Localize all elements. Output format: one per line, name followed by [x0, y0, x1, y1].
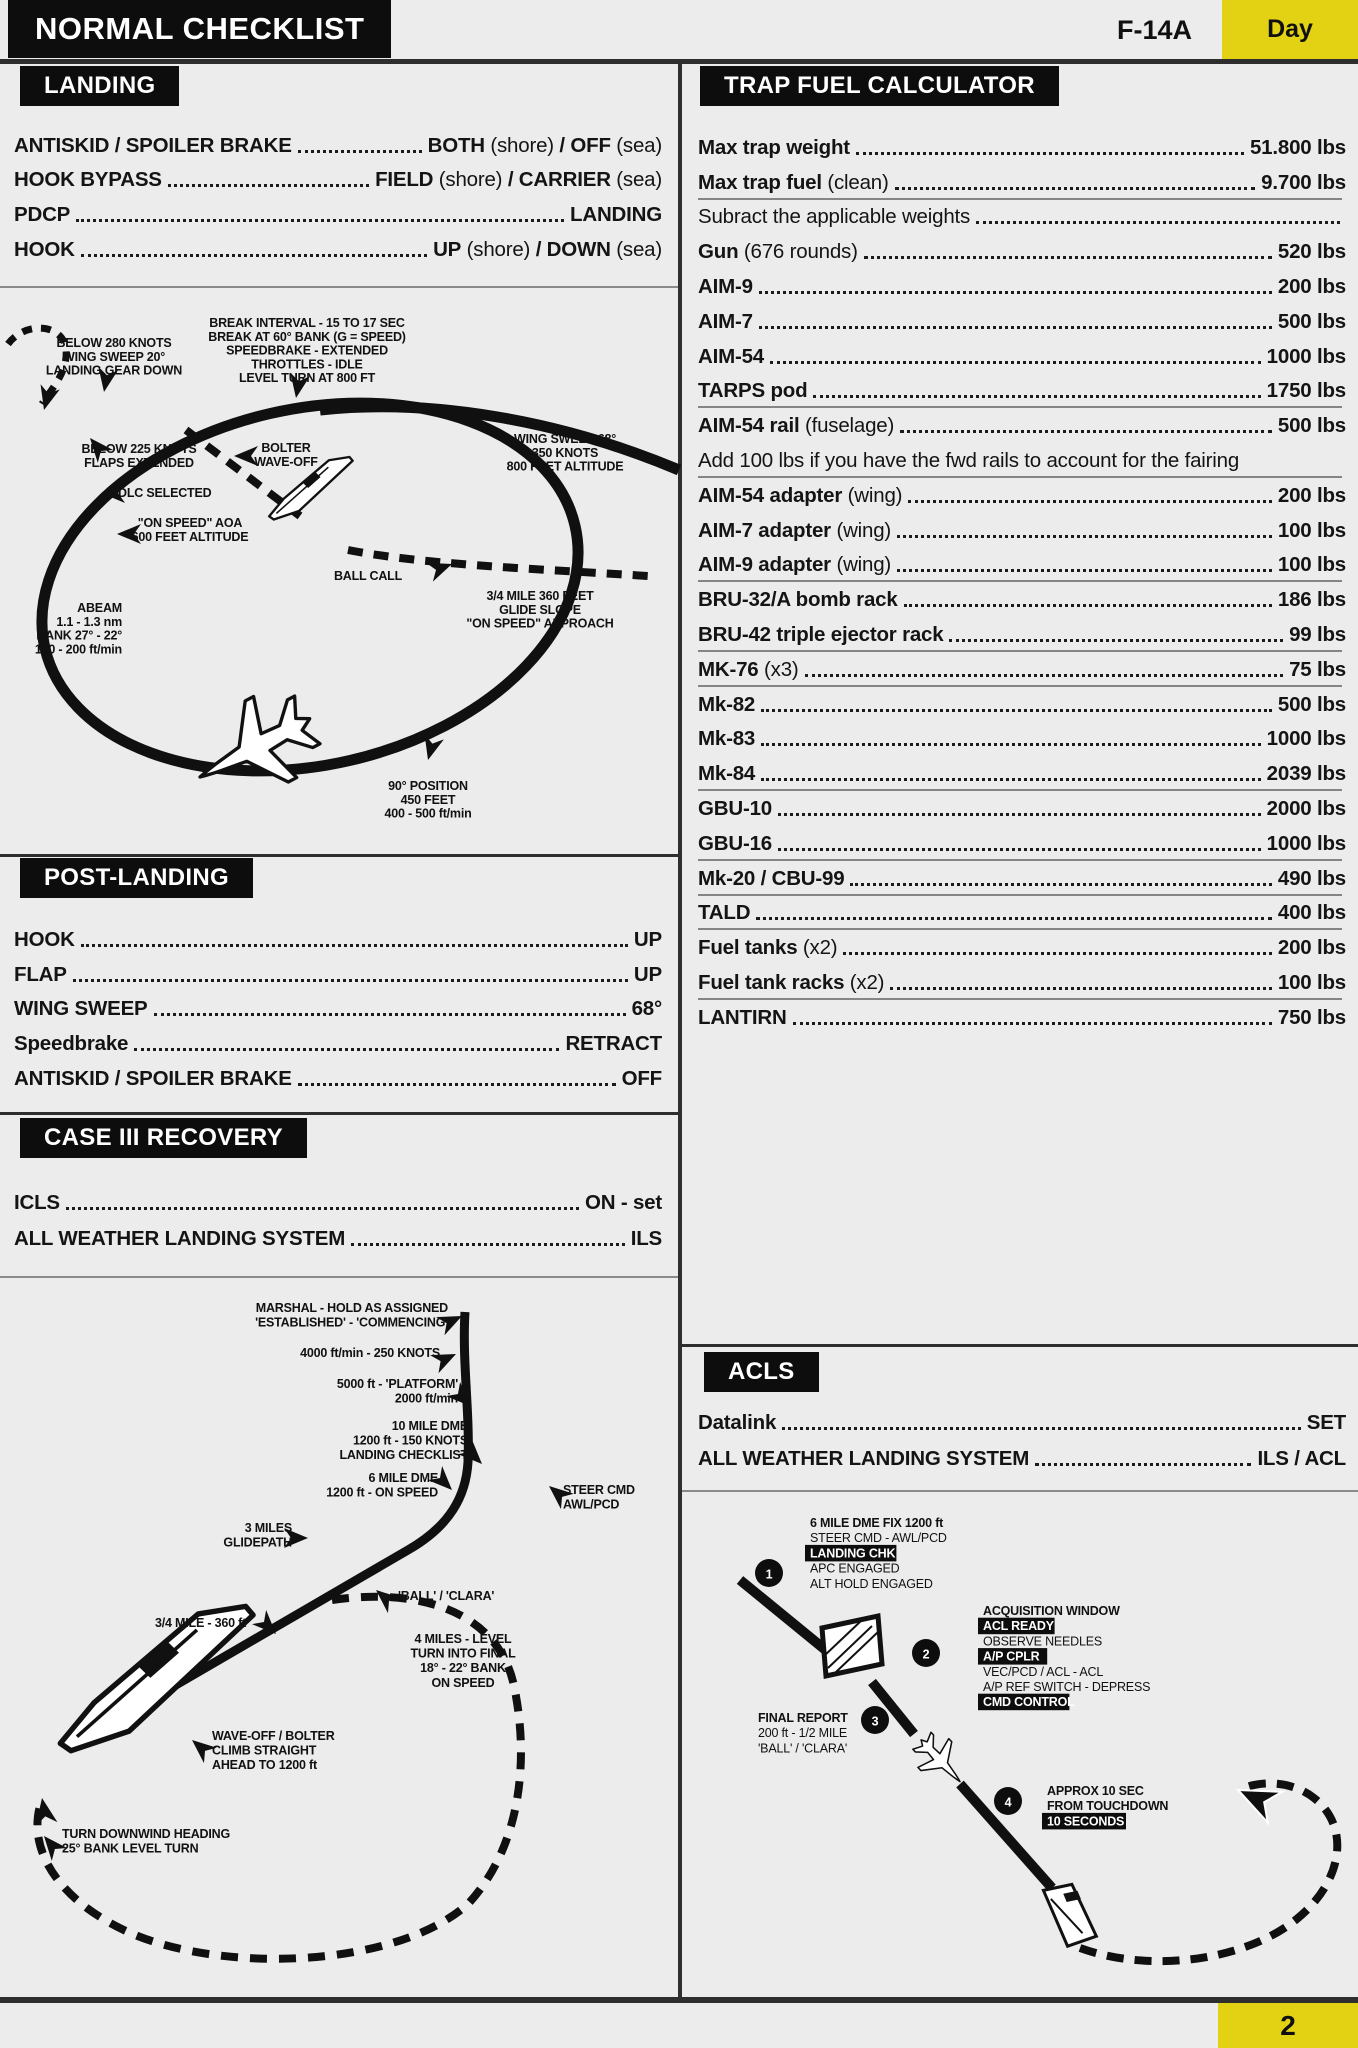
diagram-label: 100 - 200 ft/min [34, 642, 122, 657]
diagram-label: "ON SPEED" APPROACH [466, 616, 614, 631]
diagram-label: OBSERVE NEEDLES [983, 1634, 1103, 1649]
post-landing-checklist [14, 922, 662, 1100]
diagram-label: 800 FEET ALTITUDE [506, 459, 624, 474]
section-landing: LANDING [20, 66, 179, 106]
diagram-label: TURN DOWNWIND HEADING [62, 1827, 231, 1841]
step-number: 3 [871, 1714, 879, 1729]
checklist-item: Mk-82 500 lbs [698, 692, 1346, 716]
checklist-item: Fuel tanks (x2) 200 lbs [698, 936, 1346, 960]
diagram-label: BELOW 225 KNOTS [81, 442, 197, 456]
diagram-label: 3/4 MILE - 360 ft [155, 1616, 247, 1630]
dot-leader [949, 639, 1283, 642]
dot-leader [756, 917, 1272, 920]
diagram-label: LANDING CHK [810, 1546, 896, 1561]
checklist-item: Add 100 lbs if you have the fwd rails to account for the fairing [698, 448, 1240, 472]
diagram-label: 2000 ft/min [394, 1391, 458, 1406]
checklist-item: Gun (676 rounds) 520 lbs [698, 240, 1346, 264]
checklist-item: Mk-20 / CBU-99 490 lbs [698, 866, 1346, 890]
dot-leader [864, 256, 1272, 259]
dot-leader [897, 569, 1272, 572]
diagram-label: 'BALL' / 'CLARA' [758, 1741, 848, 1756]
checklist-item: TARPS pod 1750 lbs [698, 379, 1346, 403]
checklist-item: AIM-54 1000 lbs [698, 344, 1346, 368]
dot-leader [908, 500, 1272, 503]
dot-leader [759, 326, 1272, 329]
diagram-label: DLC SELECTED [118, 486, 212, 500]
checklist-item: AIM-9 adapter (wing) 100 lbs [698, 553, 1346, 577]
diagram-label: A/P CPLR [983, 1649, 1040, 1664]
checklist-item: AIM-7 adapter (wing) 100 lbs [698, 518, 1346, 542]
diagram-label: 1.1 - 1.3 nm [56, 614, 122, 629]
acls-checklist [698, 1404, 1346, 1480]
diagram-label: 10 SECONDS [1047, 1814, 1125, 1829]
dot-leader [843, 952, 1271, 955]
diagram-label: 1200 ft - ON SPEED [326, 1485, 438, 1500]
checklist-item: HOOK UP [14, 927, 662, 951]
dot-leader [759, 291, 1272, 294]
checklist-item: TALD 400 lbs [698, 901, 1346, 925]
checklist-item: Datalink SET [698, 1411, 1346, 1434]
checklist-item: AIM-7 500 lbs [698, 309, 1346, 333]
checklist-item: Speedbrake RETRACT [14, 1032, 662, 1056]
diagram-label: WAVE-OFF / BOLTER [212, 1729, 335, 1743]
checklist-item: ALL WEATHER LANDING SYSTEM ILS / ACL [698, 1447, 1346, 1470]
dot-leader [856, 152, 1244, 155]
landing-checklist [14, 128, 662, 273]
dot-leader [168, 184, 369, 187]
checklist-item: FLAP UP [14, 962, 662, 986]
dot-leader [897, 535, 1272, 538]
dot-leader [761, 778, 1261, 781]
diagram-label: BREAK AT 60° BANK (G = SPEED) [208, 329, 406, 344]
dot-leader [298, 1083, 616, 1086]
dot-leader [761, 743, 1261, 746]
diagram-label: 'ESTABLISHED' - 'COMMENCING' [255, 1315, 448, 1330]
diagram-label: 'BALL' / 'CLARA' [398, 1589, 495, 1603]
diagram-label: 400 - 500 ft/min [384, 806, 472, 821]
diagram-label: APC ENGAGED [810, 1561, 900, 1576]
dot-leader [76, 219, 564, 222]
checklist-item: BRU-32/A bomb rack 186 lbs [698, 588, 1346, 612]
dot-leader [904, 604, 1272, 607]
diagram-label: 4 MILES - LEVEL [414, 1632, 512, 1646]
mode-badge: Day [1222, 0, 1358, 59]
dot-leader [66, 1207, 579, 1210]
diagram-label: 600 FEET ALTITUDE [131, 529, 249, 544]
divider [0, 1276, 678, 1278]
checklist-item: Mk-83 1000 lbs [698, 727, 1346, 751]
diagram-label: TURN INTO FINAL [410, 1646, 516, 1661]
diagram-label: STEER CMD [563, 1483, 635, 1497]
diagram-label: THROTTLES - IDLE [251, 357, 363, 372]
section-case3: CASE III RECOVERY [20, 1118, 307, 1158]
diagram-label: WAVE-OFF [254, 454, 318, 469]
checklist-item: ALL WEATHER LANDING SYSTEM ILS [14, 1227, 662, 1250]
dot-leader [761, 709, 1272, 712]
diagram-label: 3/4 MILE 360 FEET [486, 589, 594, 603]
diagram-label: WING SWEEP 20° [63, 349, 165, 364]
checklist-item: AIM-54 rail (fuselage) 500 lbs [698, 414, 1346, 438]
diagram-label: STEER CMD - AWL/PCD [810, 1531, 947, 1546]
dot-leader [1035, 1463, 1251, 1466]
checklist-item: AIM-54 adapter (wing) 200 lbs [698, 483, 1346, 507]
dot-leader [890, 987, 1272, 990]
diagram-label: APPROX 10 SEC [1047, 1784, 1144, 1798]
checklist-item: GBU-10 2000 lbs [698, 796, 1346, 820]
section-acls: ACLS [704, 1352, 819, 1392]
diagram-label: 350 KNOTS [531, 445, 599, 460]
dot-leader [73, 979, 628, 982]
diagram-label: LANDING GEAR DOWN [45, 363, 183, 378]
checklist-item: PDCP LANDING [14, 203, 662, 227]
diagram-label: ABEAM [77, 601, 122, 615]
diagram-label: 3 MILES [244, 1521, 292, 1535]
divider [0, 1112, 678, 1115]
diagram-label: VEC/PCD / ACL - ACL [983, 1664, 1104, 1679]
diagram-label: GLIDEPATH [223, 1535, 292, 1550]
diagram-label: 5000 ft - 'PLATFORM' [336, 1377, 458, 1391]
checklist-item: AIM-9 200 lbs [698, 274, 1346, 298]
dot-leader [900, 430, 1272, 433]
diagram-label: BALL CALL [333, 569, 403, 583]
checklist-item: Max trap fuel (clean) 9.700 lbs [698, 170, 1346, 194]
checklist-item: GBU-16 1000 lbs [698, 831, 1346, 855]
diagram-label: LEVEL TURN AT 800 FT [238, 371, 376, 386]
diagram-label: ALT HOLD ENGAGED [810, 1576, 933, 1591]
diagram-label: WING SWEEP 68° [514, 432, 616, 446]
dot-leader [81, 944, 628, 947]
dot-leader [976, 221, 1340, 224]
diagram-label: BOLTER [261, 441, 311, 455]
section-post-landing: POST-LANDING [20, 858, 253, 898]
diagram-label: FLAPS EXTENDED [84, 455, 194, 470]
diagram-label: BREAK INTERVAL - 15 TO 17 SEC [209, 316, 405, 330]
step-number: 2 [922, 1647, 930, 1662]
diagram-label: ACQUISITION WINDOW [983, 1604, 1120, 1618]
dot-leader [850, 883, 1271, 886]
diagram-label: FINAL REPORT [758, 1711, 848, 1725]
case3-checklist [14, 1184, 662, 1260]
diagram-label: BELOW 280 KNOTS [56, 336, 172, 350]
landing-pattern-diagram [0, 292, 679, 852]
divider [682, 1344, 1358, 1347]
dot-leader [895, 187, 1256, 190]
dot-leader [813, 395, 1260, 398]
step-number: 1 [765, 1567, 773, 1582]
diagram-label: 1200 ft - 150 KNOTS [353, 1433, 468, 1448]
dot-leader [778, 848, 1261, 851]
diagram-label: 90° POSITION [388, 779, 468, 793]
aircraft-label: F-14A [1116, 15, 1192, 45]
diagram-label: FROM TOUCHDOWN [1047, 1799, 1169, 1814]
diagram-label: ON SPEED [431, 1675, 495, 1690]
section-trap-fuel: TRAP FUEL CALCULATOR [700, 66, 1059, 106]
checklist-item: ANTISKID / SPOILER BRAKE OFF [14, 1066, 662, 1090]
diagram-label: 18° - 22° BANK [420, 1661, 506, 1676]
checklist-item: Subract the applicable weights [698, 200, 1346, 235]
diagram-label: MARSHAL - HOLD AS ASSIGNED [255, 1301, 448, 1315]
checklist-item: HOOK UP (shore) / DOWN (sea) [14, 237, 662, 261]
checklist-item: ICLS ON - set [14, 1191, 662, 1214]
diagram-label: "ON SPEED" AOA [137, 516, 243, 530]
diagram-label: 10 MILE DME [391, 1419, 468, 1433]
diagram-label: LANDING CHECKLIST [339, 1448, 468, 1463]
checklist-item: ANTISKID / SPOILER BRAKE BOTH (shore) / OFF (sea) [14, 133, 662, 157]
checklist-item: Mk-84 2039 lbs [698, 762, 1346, 786]
diagram-label: AHEAD TO 1200 ft [212, 1758, 317, 1773]
diagram-label: AWL/PCD [563, 1497, 620, 1512]
diagram-label: 4000 ft/min - 250 KNOTS [300, 1346, 440, 1360]
diagram-label: A/P REF SWITCH - DEPRESS [983, 1680, 1151, 1694]
diagram-label: 450 FEET [400, 792, 456, 807]
dot-leader [805, 674, 1284, 677]
diagram-label: ACL READY [983, 1619, 1054, 1634]
diagram-label: 25° BANK LEVEL TURN [62, 1841, 199, 1856]
trap-fuel-list [698, 130, 1346, 1040]
checklist-item: LANTIRN 750 lbs [698, 1005, 1346, 1029]
divider [682, 1490, 1358, 1492]
divider [0, 854, 678, 857]
page-number-badge: 2 [1218, 2003, 1358, 2048]
dot-leader [782, 1427, 1301, 1430]
dot-leader [770, 361, 1261, 364]
checklist-item: Fuel tank racks (x2) 100 lbs [698, 970, 1346, 994]
dot-leader [298, 150, 422, 153]
footer-rule [0, 1997, 1358, 2003]
dot-leader [134, 1048, 559, 1051]
diagram-label: 6 MILE DME [368, 1471, 438, 1485]
diagram-label: 6 MILE DME FIX 1200 ft [810, 1516, 944, 1530]
checklist-item: WING SWEEP 68° [14, 997, 662, 1021]
dot-leader [351, 1243, 625, 1246]
checklist-item: BRU-42 triple ejector rack 99 lbs [698, 622, 1346, 646]
dot-leader [793, 1022, 1272, 1025]
checklist-item: HOOK BYPASS FIELD (shore) / CARRIER (sea) [14, 168, 662, 192]
diagram-label: 200 ft - 1/2 MILE [758, 1726, 848, 1741]
dot-leader [154, 1013, 626, 1016]
step-number: 4 [1004, 1795, 1012, 1810]
divider [0, 286, 678, 288]
page-title: NORMAL CHECKLIST [8, 0, 391, 58]
diagram-label: CLIMB STRAIGHT [212, 1743, 317, 1758]
diagram-label: GLIDE SLOPE [499, 602, 581, 617]
diagram-label: CMD CONTROL [983, 1695, 1075, 1710]
case3-recovery-diagram [0, 1282, 679, 1994]
checklist-item: MK-76 (x3) 75 lbs [698, 657, 1346, 681]
dot-leader [81, 254, 427, 257]
acls-approach-diagram [682, 1496, 1358, 1994]
diagram-label: BANK 27° - 22° [36, 628, 122, 643]
checklist-item: Max trap weight 51.800 lbs [698, 135, 1346, 159]
diagram-label: SPEEDBRAKE - EXTENDED [226, 343, 388, 358]
dot-leader [778, 813, 1261, 816]
